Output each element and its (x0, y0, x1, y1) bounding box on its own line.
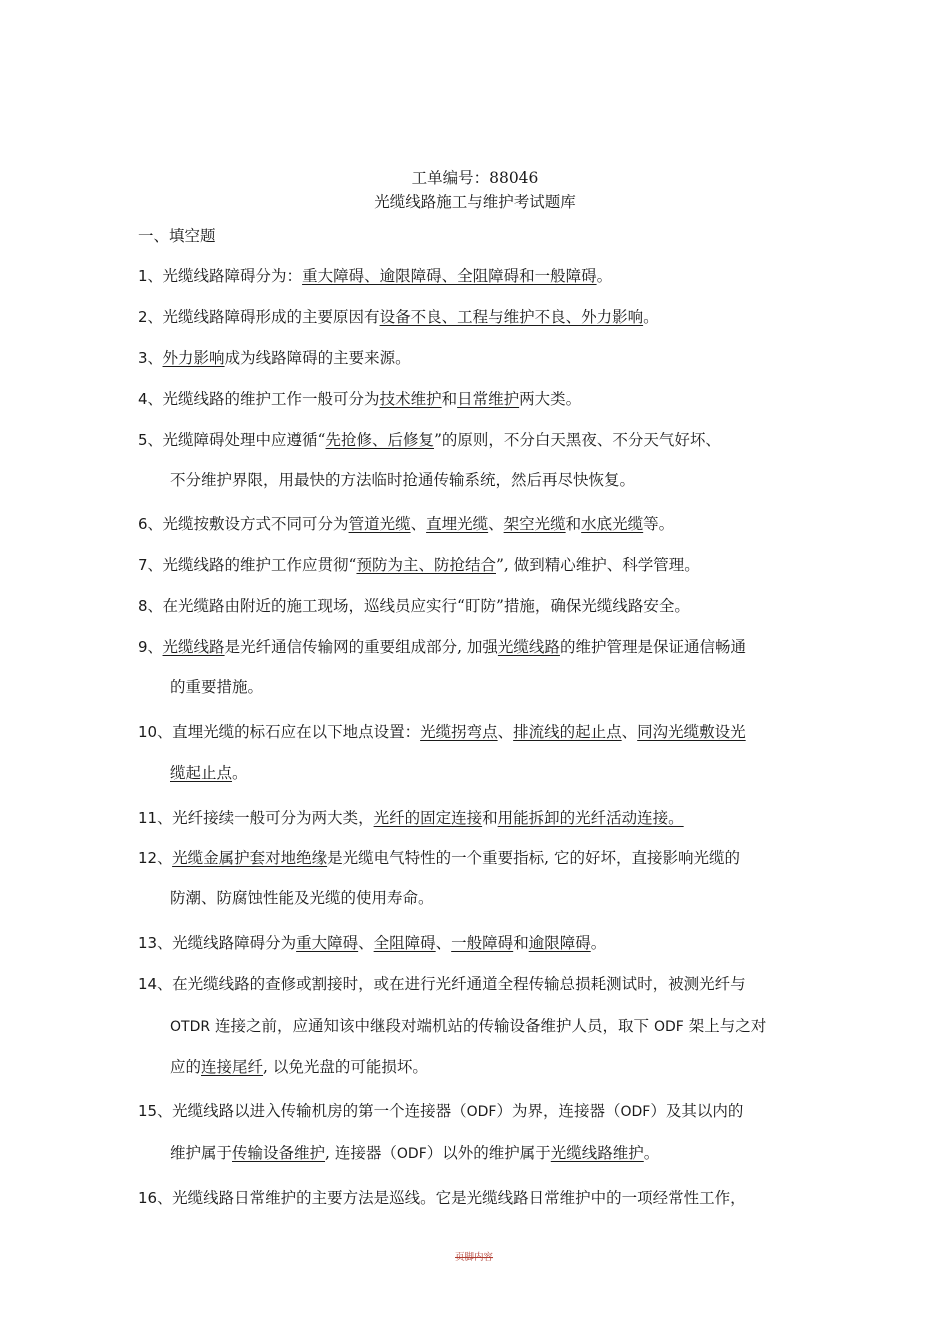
answer-blank: 光缆拐弯点 (420, 723, 498, 741)
question-text: 、 (358, 934, 374, 952)
question-text-continued: 防潮、防腐蚀性能及光缆的使用寿命。 (170, 889, 434, 907)
answer-blank: 同沟光缆敷设光 (637, 723, 746, 741)
answer-blank: 管道光缆 (348, 515, 411, 533)
question-number: 4、 (138, 390, 163, 408)
answer-blank: 全阻障碍 (373, 934, 436, 952)
odf-term: ODF (653, 1019, 684, 1035)
answer-blank: 日常维护 (457, 390, 520, 408)
question-text: 光缆障碍处理中应遵循“ (162, 431, 326, 449)
question-text: 。 (232, 764, 248, 782)
question-text-continued: 的重要措施。 (170, 678, 264, 696)
question-text: 是光缆电气特性的一个重要指标, 它的好坏，直接影响光缆的 (327, 849, 740, 867)
question-text: 直埋光缆的标石应在以下地点设置： (172, 723, 421, 741)
question-text: 。 (596, 267, 613, 285)
question-text: 和 (441, 390, 458, 408)
question-text: 光缆线路障碍分为 (172, 934, 297, 952)
question-text: 光缆线路的维护工作一般可分为 (162, 390, 380, 408)
question-text: , 连接器（ (325, 1144, 397, 1162)
answer-blank: 重大障碍 (296, 934, 359, 952)
question-text: 两大类。 (519, 390, 582, 408)
question-text: 是光纤通信传输网的重要组成部分, 加强 (224, 638, 498, 656)
question-text: 的维护管理是保证通信畅通 (559, 638, 746, 656)
answer-blank: 重大障碍、逾限障碍、全阻障碍和一般障碍 (302, 267, 597, 285)
question-number: 16、 (138, 1189, 173, 1207)
question-text: 光缆线路的维护工作应贯彻“ (162, 556, 357, 574)
question-number: 11、 (138, 809, 173, 827)
question-number: 6、 (138, 515, 163, 533)
question-text-continued: 不分维护界限，用最快的方法临时抢通传输系统，然后再尽快恢复。 (170, 471, 636, 489)
odf-term: ODF (466, 1104, 497, 1120)
answer-blank: 设备不良、工程与维护不良、外力影响 (379, 308, 644, 326)
question-number: 10、 (138, 723, 173, 741)
answer-blank: 先抢修、后修复 (325, 431, 434, 449)
question-number: 5、 (138, 431, 163, 449)
odf-term: ODF (396, 1146, 427, 1162)
answer-blank: 直埋光缆 (426, 515, 489, 533)
question-number: 15、 (138, 1102, 173, 1120)
question-number: 12、 (138, 849, 173, 867)
question-text: 光缆线路以进入传输机房的第一个连接器（ (172, 1102, 467, 1120)
question-text: 光缆线路障碍分为： (162, 267, 303, 285)
question-text: 和 (513, 934, 529, 952)
answer-blank: 一般障碍 (451, 934, 514, 952)
question-text: 、 (621, 723, 638, 741)
answer-blank: 外力影响 (162, 349, 225, 367)
question-number: 3、 (138, 349, 163, 367)
question-text: 、 (410, 515, 427, 533)
question-text: ）以外的维护属于 (426, 1144, 551, 1162)
question-text: ）为界，连接器（ (496, 1102, 621, 1120)
odf-term: ODF (620, 1104, 651, 1120)
answer-blank: 排流线的起止点 (513, 723, 622, 741)
question-number: 7、 (138, 556, 163, 574)
question-text: 光纤接续一般可分为两大类， (172, 809, 374, 827)
question-number: 13、 (138, 934, 173, 952)
question-text: 在光缆线路的查修或割接时，或在进行光纤通道全程传输总损耗测试时，被测光纤与 (172, 975, 746, 993)
question-text: ）及其以内的 (650, 1102, 744, 1120)
answer-blank: 技术维护 (379, 390, 442, 408)
order-number: 工单编号：88046 (411, 169, 539, 187)
question-text: 光缆线路日常维护的主要方法是巡线。它是光缆线路日常维护中的一项经常性工作， (172, 1189, 746, 1207)
question-text: , 以免光盘的可能损坏。 (263, 1058, 428, 1076)
question-text: 。 (590, 934, 607, 952)
question-text: 光缆线路障碍形成的主要原因有 (162, 308, 380, 326)
question-text: 维护属于 (170, 1144, 233, 1162)
question-text: 和 (482, 809, 498, 827)
answer-blank: 光缆线路 (497, 638, 560, 656)
page-footer: 页脚内容 (455, 1252, 494, 1263)
answer-blank: 光纤的固定连接 (373, 809, 483, 827)
answer-blank: 水底光缆 (581, 515, 644, 533)
answer-blank: 连接尾纤 (201, 1058, 264, 1076)
answer-blank: 光缆线路维护 (550, 1144, 644, 1162)
question-text: 在光缆路由附近的施工现场，巡线员应实行“盯防”措施，确保光缆线路安全。 (162, 597, 690, 615)
answer-blank: 传输设备维护 (232, 1144, 326, 1162)
question-text: 等。 (643, 515, 675, 533)
answer-blank: 光缆金属护套对地绝缘 (172, 849, 328, 867)
question-text: 应的 (170, 1058, 202, 1076)
question-text: 。 (643, 308, 659, 326)
answer-blank: 预防为主、防抢结合 (356, 556, 496, 574)
otdr-term: OTDR (170, 1019, 211, 1035)
question-text: 、 (435, 934, 452, 952)
document-title: 光缆线路施工与维护考试题库 (374, 193, 576, 211)
question-number: 14、 (138, 975, 173, 993)
question-number: 2、 (138, 308, 163, 326)
question-text: 。 (643, 1144, 660, 1162)
question-text: 和 (565, 515, 582, 533)
question-text: 、 (488, 515, 504, 533)
question-number: 9、 (138, 638, 163, 656)
question-text: ”的原则，不分白天黑夜、不分天气好坏、 (434, 431, 721, 449)
section-heading: 一、填空题 (138, 227, 216, 245)
answer-blank: 逾限障碍 (528, 934, 591, 952)
question-text: 架上与之对 (683, 1017, 767, 1035)
question-text: 成为线路障碍的主要来源。 (224, 349, 411, 367)
question-number: 8、 (138, 597, 163, 615)
question-number: 1、 (138, 267, 163, 285)
question-text: ”, 做到精心维护、科学管理。 (496, 556, 700, 574)
answer-blank: 缆起止点 (170, 764, 233, 782)
question-text: 连接之前，应通知该中继段对端机站的传输设备维护人员，取下 (210, 1017, 654, 1035)
answer-blank: 光缆线路 (162, 638, 225, 656)
question-text: 光缆按敷设方式不同可分为 (162, 515, 349, 533)
question-text: 、 (497, 723, 514, 741)
answer-blank: 架空光缆 (503, 515, 566, 533)
answer-blank: 用能拆卸的光纤活动连接。 (497, 809, 684, 827)
